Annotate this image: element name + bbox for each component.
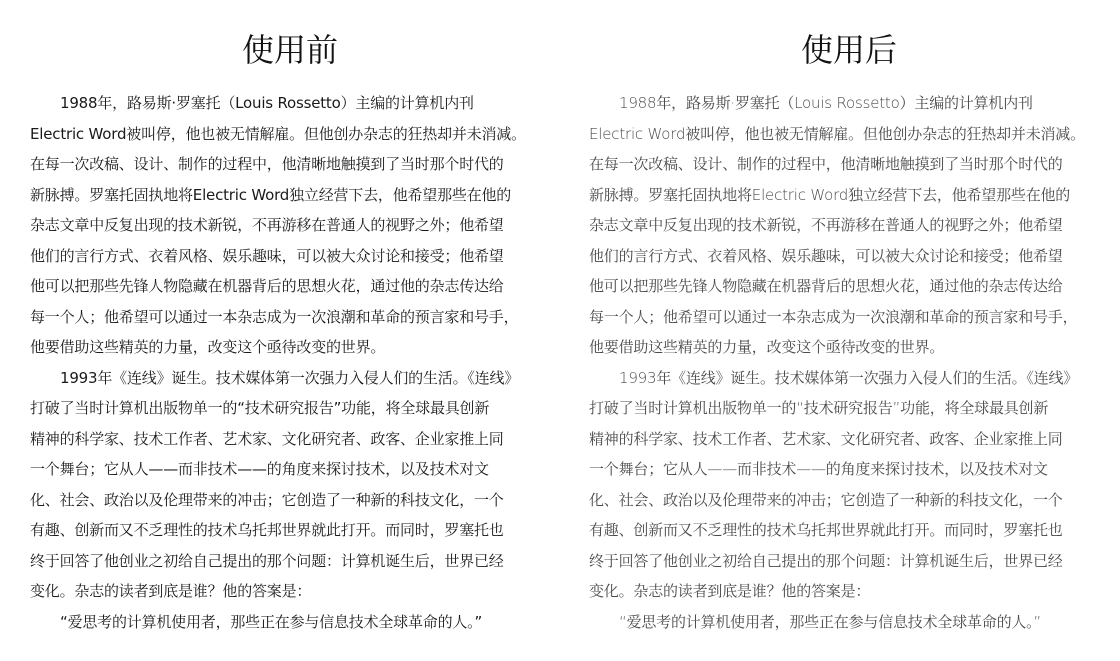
- text-line: 精神的科学家、技术工作者、艺术家、文化研究者、政客、企业家推上同: [30, 429, 504, 448]
- text-line: 杂志文章中反复出现的技术新锐，不再游移在普通人的视野之外；他希望: [30, 216, 504, 234]
- text-line: 他们的言行方式、衣着风格、娱乐趣味，可以被大众讨论和接受；他希望: [30, 246, 504, 265]
- text-line: 有趣、创新而又不乏理性的技术乌托邦世界就此打开。而同时，罗塞托也: [589, 521, 1063, 539]
- text-line: 在每一次改稿、设计、制作的过程中，他清晰地触摸到了当时那个时代的: [30, 155, 504, 173]
- panel-title: 使用前: [241, 31, 338, 69]
- panel-title: 使用后: [800, 31, 897, 69]
- text-line: 化、社会、政治以及伦理带来的冲击；它创造了一种新的科技文化，一个: [30, 490, 504, 509]
- text-line: Electric Word被叫停，他也被无情解雇。但他创办杂志的狂热却并未消减。: [30, 124, 526, 143]
- text-line: 在每一次改稿、设计、制作的过程中，他清晰地触摸到了当时那个时代的: [589, 155, 1063, 173]
- text-line: 新脉搏。罗塞托固执地将Electric Word独立经营下去，他希望那些在他的: [589, 185, 1071, 204]
- panel-body-text: [30, 88, 550, 637]
- text-line: 一个舞台；它从人——而非技术——的角度来探讨技术，以及技术对文: [30, 460, 489, 478]
- text-line: 1988年，路易斯·罗塞托（Louis Rossetto）主编的计算机内刊: [619, 94, 1033, 112]
- text-line: 他要借助这些精英的力量，改变这个亟待改变的世界。: [589, 338, 945, 356]
- text-line: 化、社会、政治以及伦理带来的冲击；它创造了一种新的科技文化，一个: [589, 490, 1063, 509]
- text-line: “爱思考的计算机使用者，那些正在参与信息技术全球革命的人。”: [619, 612, 1042, 631]
- text-line: 打破了当时计算机出版物单一的“技术研究报告”功能，将全球最具创新: [30, 399, 490, 417]
- text-line: 每一个人；他希望可以通过一本杂志成为一次浪潮和革命的预言家和号手，: [589, 307, 1078, 326]
- before-panel: [30, 0, 550, 637]
- text-line: 他可以把那些先锋人物隐藏在机器背后的思想火花，通过他的杂志传达给: [30, 277, 504, 295]
- after-panel: [589, 0, 1109, 637]
- text-line: 打破了当时计算机出版物单一的“技术研究报告”功能，将全球最具创新: [589, 399, 1049, 417]
- text-line: 变化。杂志的读者到底是谁？他的答案是：: [589, 582, 871, 600]
- text-line: 有趣、创新而又不乏理性的技术乌托邦世界就此打开。而同时，罗塞托也: [30, 521, 504, 539]
- text-line: 1993年《连线》诞生。技术媒体第一次强力入侵人们的生活。《连线》: [60, 368, 520, 387]
- text-line: 一个舞台；它从人——而非技术——的角度来探讨技术，以及技术对文: [589, 460, 1048, 478]
- text-line: 他们的言行方式、衣着风格、娱乐趣味，可以被大众讨论和接受；他希望: [589, 246, 1063, 265]
- panel-body-text: [589, 88, 1109, 637]
- text-line: Electric Word被叫停，他也被无情解雇。但他创办杂志的狂热却并未消减。: [589, 124, 1085, 143]
- text-line: 精神的科学家、技术工作者、艺术家、文化研究者、政客、企业家推上同: [589, 429, 1063, 448]
- text-line: 终于回答了他创业之初给自己提出的那个问题：计算机诞生后，世界已经: [589, 551, 1063, 570]
- text-line: 杂志文章中反复出现的技术新锐，不再游移在普通人的视野之外；他希望: [589, 216, 1063, 234]
- text-line: 1993年《连线》诞生。技术媒体第一次强力入侵人们的生活。《连线》: [619, 368, 1079, 387]
- text-line: 1988年，路易斯·罗塞托（Louis Rossetto）主编的计算机内刊: [60, 94, 474, 112]
- text-line: 变化。杂志的读者到底是谁？他的答案是：: [30, 582, 312, 600]
- text-line: 他可以把那些先锋人物隐藏在机器背后的思想火花，通过他的杂志传达给: [589, 277, 1063, 295]
- text-line: 他要借助这些精英的力量，改变这个亟待改变的世界。: [30, 338, 386, 356]
- text-line: “爱思考的计算机使用者，那些正在参与信息技术全球革命的人。”: [60, 612, 483, 631]
- text-line: 新脉搏。罗塞托固执地将Electric Word独立经营下去，他希望那些在他的: [30, 185, 512, 204]
- text-line: 终于回答了他创业之初给自己提出的那个问题：计算机诞生后，世界已经: [30, 551, 504, 570]
- text-line: 每一个人；他希望可以通过一本杂志成为一次浪潮和革命的预言家和号手，: [30, 307, 519, 326]
